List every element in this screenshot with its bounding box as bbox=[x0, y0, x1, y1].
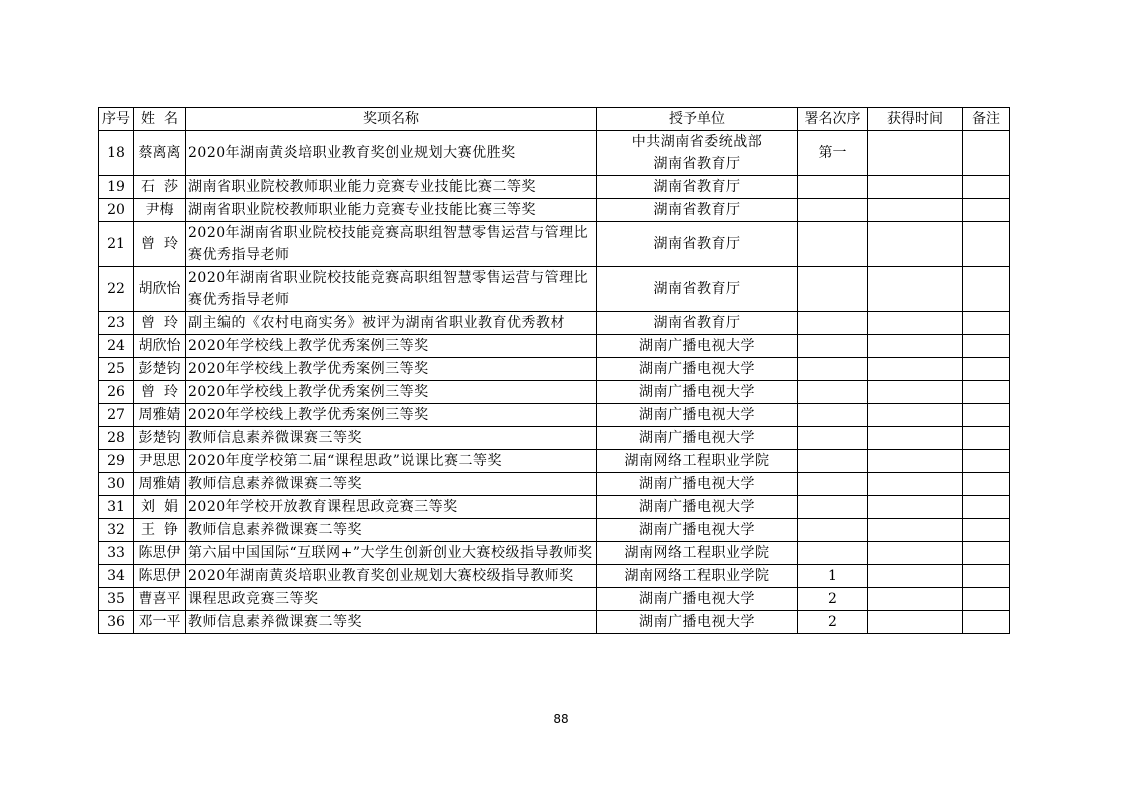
table-row bbox=[99, 611, 1010, 634]
award-name: 2020年学校线上教学优秀案例三等奖 bbox=[186, 381, 597, 404]
table-row bbox=[99, 267, 1010, 312]
award-time bbox=[868, 496, 963, 519]
signature-order bbox=[798, 404, 868, 427]
note bbox=[963, 335, 1010, 358]
award-table bbox=[98, 107, 1010, 634]
row-number: 24 bbox=[99, 335, 134, 358]
row-number: 35 bbox=[99, 588, 134, 611]
table-row bbox=[99, 358, 1010, 381]
organization-line: 湖南广播电视大学 bbox=[639, 476, 755, 492]
organization-line: 湖南省教育厅 bbox=[653, 236, 741, 252]
row-number: 32 bbox=[99, 519, 134, 542]
signature-order bbox=[798, 222, 868, 267]
person-name: 周雅婧 bbox=[134, 404, 186, 427]
person-name: 蔡离离 bbox=[134, 131, 186, 176]
granting-organization bbox=[597, 404, 798, 427]
table-row bbox=[99, 565, 1010, 588]
row-number: 28 bbox=[99, 427, 134, 450]
signature-order: 1 bbox=[798, 565, 868, 588]
table-row bbox=[99, 176, 1010, 199]
table-row bbox=[99, 519, 1010, 542]
award-time bbox=[868, 473, 963, 496]
award-time bbox=[868, 312, 963, 335]
note bbox=[963, 565, 1010, 588]
signature-order bbox=[798, 176, 868, 199]
signature-order bbox=[798, 450, 868, 473]
award-name: 教师信息素养微课赛二等奖 bbox=[186, 473, 597, 496]
award-time bbox=[868, 131, 963, 176]
award-name: 2020年学校线上教学优秀案例三等奖 bbox=[186, 335, 597, 358]
row-number: 29 bbox=[99, 450, 134, 473]
award-time bbox=[868, 404, 963, 427]
signature-order bbox=[798, 519, 868, 542]
granting-organization bbox=[597, 611, 798, 634]
table-row bbox=[99, 427, 1010, 450]
table-row bbox=[99, 404, 1010, 427]
award-name: 2020年学校线上教学优秀案例三等奖 bbox=[186, 358, 597, 381]
award-name: 2020年湖南黄炎培职业教育奖创业规划大赛优胜奖 bbox=[186, 131, 597, 176]
organization-line: 湖南广播电视大学 bbox=[639, 407, 755, 423]
granting-organization bbox=[597, 565, 798, 588]
organization-line: 湖南省教育厅 bbox=[653, 156, 741, 172]
organization-line: 湖南省教育厅 bbox=[653, 315, 741, 331]
header-name: 姓 名 bbox=[134, 108, 186, 131]
granting-organization bbox=[597, 496, 798, 519]
row-number: 19 bbox=[99, 176, 134, 199]
header-award: 奖项名称 bbox=[186, 108, 597, 131]
row-number: 30 bbox=[99, 473, 134, 496]
row-number: 21 bbox=[99, 222, 134, 267]
award-time bbox=[868, 450, 963, 473]
person-name: 石 莎 bbox=[134, 176, 186, 199]
row-number: 36 bbox=[99, 611, 134, 634]
award-time bbox=[868, 381, 963, 404]
signature-order: 2 bbox=[798, 588, 868, 611]
note bbox=[963, 222, 1010, 267]
award-time bbox=[868, 267, 963, 312]
person-name: 刘 娟 bbox=[134, 496, 186, 519]
signature-order bbox=[798, 199, 868, 222]
person-name: 曾 玲 bbox=[134, 381, 186, 404]
organization-line: 湖南省教育厅 bbox=[653, 202, 741, 218]
award-time bbox=[868, 588, 963, 611]
award-name: 湖南省职业院校教师职业能力竞赛专业技能比赛三等奖 bbox=[186, 199, 597, 222]
person-name: 胡欣怡 bbox=[134, 335, 186, 358]
organization-line: 湖南广播电视大学 bbox=[639, 338, 755, 354]
signature-order bbox=[798, 267, 868, 312]
award-time bbox=[868, 519, 963, 542]
signature-order bbox=[798, 542, 868, 565]
table-row bbox=[99, 312, 1010, 335]
signature-order bbox=[798, 496, 868, 519]
row-number: 20 bbox=[99, 199, 134, 222]
granting-organization bbox=[597, 542, 798, 565]
organization-line: 湖南广播电视大学 bbox=[639, 614, 755, 630]
person-name: 曾 玲 bbox=[134, 312, 186, 335]
table-row bbox=[99, 542, 1010, 565]
award-name: 教师信息素养微课赛二等奖 bbox=[186, 611, 597, 634]
header-note: 备注 bbox=[963, 108, 1010, 131]
granting-organization bbox=[597, 335, 798, 358]
granting-organization bbox=[597, 176, 798, 199]
table-row bbox=[99, 473, 1010, 496]
table-body bbox=[99, 131, 1010, 634]
person-name: 周雅婧 bbox=[134, 473, 186, 496]
person-name: 陈思伊 bbox=[134, 542, 186, 565]
table-row bbox=[99, 496, 1010, 519]
award-time bbox=[868, 358, 963, 381]
note bbox=[963, 381, 1010, 404]
award-time bbox=[868, 611, 963, 634]
person-name: 王 铮 bbox=[134, 519, 186, 542]
granting-organization bbox=[597, 131, 798, 176]
award-name: 2020年湖南黄炎培职业教育奖创业规划大赛校级指导教师奖 bbox=[186, 565, 597, 588]
granting-organization bbox=[597, 381, 798, 404]
note bbox=[963, 496, 1010, 519]
granting-organization bbox=[597, 312, 798, 335]
organization-line: 湖南省教育厅 bbox=[653, 179, 741, 195]
row-number: 18 bbox=[99, 131, 134, 176]
person-name: 曾 玲 bbox=[134, 222, 186, 267]
granting-organization bbox=[597, 358, 798, 381]
award-name: 2020年学校开放教育课程思政竞赛三等奖 bbox=[186, 496, 597, 519]
note bbox=[963, 131, 1010, 176]
granting-organization bbox=[597, 519, 798, 542]
signature-order bbox=[798, 335, 868, 358]
award-name: 湖南省职业院校教师职业能力竞赛专业技能比赛二等奖 bbox=[186, 176, 597, 199]
signature-order bbox=[798, 312, 868, 335]
header-time: 获得时间 bbox=[868, 108, 963, 131]
table-row bbox=[99, 381, 1010, 404]
table-row bbox=[99, 450, 1010, 473]
granting-organization bbox=[597, 450, 798, 473]
signature-order: 第一 bbox=[798, 131, 868, 176]
row-number: 22 bbox=[99, 267, 134, 312]
award-time bbox=[868, 222, 963, 267]
note bbox=[963, 427, 1010, 450]
note bbox=[963, 519, 1010, 542]
note bbox=[963, 312, 1010, 335]
person-name: 彭楚钧 bbox=[134, 427, 186, 450]
person-name: 尹思思 bbox=[134, 450, 186, 473]
organization-line: 湖南广播电视大学 bbox=[639, 522, 755, 538]
note bbox=[963, 404, 1010, 427]
award-time bbox=[868, 427, 963, 450]
table-row bbox=[99, 199, 1010, 222]
award-time bbox=[868, 335, 963, 358]
granting-organization bbox=[597, 267, 798, 312]
row-number: 23 bbox=[99, 312, 134, 335]
table-row bbox=[99, 588, 1010, 611]
person-name: 彭楚钧 bbox=[134, 358, 186, 381]
signature-order bbox=[798, 381, 868, 404]
signature-order: 2 bbox=[798, 611, 868, 634]
award-name: 2020年度学校第二届“课程思政”说课比赛二等奖 bbox=[186, 450, 597, 473]
granting-organization bbox=[597, 427, 798, 450]
signature-order bbox=[798, 473, 868, 496]
note bbox=[963, 542, 1010, 565]
granting-organization bbox=[597, 199, 798, 222]
note bbox=[963, 358, 1010, 381]
organization-line: 湖南广播电视大学 bbox=[639, 591, 755, 607]
note bbox=[963, 450, 1010, 473]
organization-line: 湖南网络工程职业学院 bbox=[624, 453, 770, 469]
award-name: 课程思政竞赛三等奖 bbox=[186, 588, 597, 611]
row-number: 33 bbox=[99, 542, 134, 565]
row-number: 34 bbox=[99, 565, 134, 588]
table-header-row bbox=[99, 108, 1010, 131]
award-name: 第六届中国国际“互联网+”大学生创新创业大赛校级指导教师奖 bbox=[186, 542, 597, 565]
award-time bbox=[868, 176, 963, 199]
granting-organization bbox=[597, 473, 798, 496]
organization-line: 湖南网络工程职业学院 bbox=[624, 568, 770, 584]
signature-order bbox=[798, 358, 868, 381]
row-number: 27 bbox=[99, 404, 134, 427]
award-name: 2020年湖南省职业院校技能竞赛高职组智慧零售运营与管理比赛优秀指导老师 bbox=[186, 267, 597, 312]
granting-organization bbox=[597, 588, 798, 611]
page-number: 88 bbox=[553, 712, 569, 726]
table-row bbox=[99, 335, 1010, 358]
note bbox=[963, 267, 1010, 312]
organization-line: 中共湖南省委统战部 bbox=[631, 134, 763, 150]
header-no: 序号 bbox=[99, 108, 134, 131]
row-number: 26 bbox=[99, 381, 134, 404]
person-name: 胡欣怡 bbox=[134, 267, 186, 312]
note bbox=[963, 176, 1010, 199]
award-name: 副主编的《农村电商实务》被评为湖南省职业教育优秀教材 bbox=[186, 312, 597, 335]
note bbox=[963, 588, 1010, 611]
award-time bbox=[868, 565, 963, 588]
organization-line: 湖南广播电视大学 bbox=[639, 430, 755, 446]
organization-line: 湖南广播电视大学 bbox=[639, 499, 755, 515]
note bbox=[963, 611, 1010, 634]
note bbox=[963, 473, 1010, 496]
granting-organization bbox=[597, 222, 798, 267]
organization-line: 湖南广播电视大学 bbox=[639, 384, 755, 400]
row-number: 31 bbox=[99, 496, 134, 519]
table-row bbox=[99, 131, 1010, 176]
person-name: 曹喜平 bbox=[134, 588, 186, 611]
organization-line: 湖南省教育厅 bbox=[653, 281, 741, 297]
award-name: 2020年学校线上教学优秀案例三等奖 bbox=[186, 404, 597, 427]
person-name: 陈思伊 bbox=[134, 565, 186, 588]
person-name: 邓一平 bbox=[134, 611, 186, 634]
signature-order bbox=[798, 427, 868, 450]
organization-line: 湖南网络工程职业学院 bbox=[624, 545, 770, 561]
table-row bbox=[99, 222, 1010, 267]
header-org: 授予单位 bbox=[597, 108, 798, 131]
award-time bbox=[868, 542, 963, 565]
award-name: 教师信息素养微课赛三等奖 bbox=[186, 427, 597, 450]
header-rank: 署名次序 bbox=[798, 108, 868, 131]
award-name: 教师信息素养微课赛二等奖 bbox=[186, 519, 597, 542]
note bbox=[963, 199, 1010, 222]
person-name: 尹梅 bbox=[134, 199, 186, 222]
award-time bbox=[868, 199, 963, 222]
organization-line: 湖南广播电视大学 bbox=[639, 361, 755, 377]
award-name: 2020年湖南省职业院校技能竞赛高职组智慧零售运营与管理比赛优秀指导老师 bbox=[186, 222, 597, 267]
row-number: 25 bbox=[99, 358, 134, 381]
